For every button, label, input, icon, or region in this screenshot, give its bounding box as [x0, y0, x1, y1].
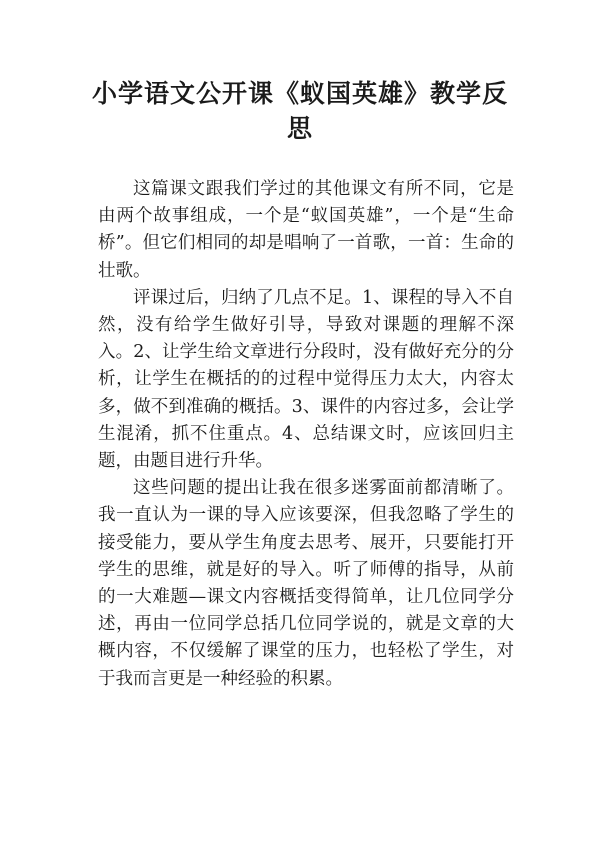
paragraph-shortcomings: 评课过后，归纳了几点不足。1、课程的导入不自然，没有给学生做好引导，导致对课题的理解不深入。2、让学生给文章进行分段时，没有做好充分的分析，让学生在概括的的过程中觉得压力太大，内容太多，做不到准确的概括。3、课件的内容过多，会让学生混淆，抓不住重点。4、总结课文时，应该回归主题，由题目进行升华。 [98, 287, 514, 472]
document-title: 小学语文公开课《蚁国英雄》教学反思 [91, 79, 508, 143]
paragraph-reflection: 这些问题的提出让我在很多迷雾面前都清晰了。我一直认为一课的导入应该要深，但我忽略了学生的接受能力，要从学生角度去思考、展开，只要能打开学生的思维，就是好的导入。听了师傅的指导，从前的一大难题—课文内容概括变得简单，让几位同学分述，再由一位同学总括几位同学说的，就是文章的大概内容，不仅缓解了课堂的压力，也轻松了学生，对于我而言更是一种经验的积累。 [98, 478, 514, 689]
paragraph-intro: 这篇课文跟我们学过的其他课文有所不同，它是由两个故事组成，一个是“蚁国英雄”，一个是“生命桥”。但它们相同的却是唱响了一首歌，一首：生命的壮歌。 [98, 179, 514, 281]
document-body [98, 176, 514, 693]
